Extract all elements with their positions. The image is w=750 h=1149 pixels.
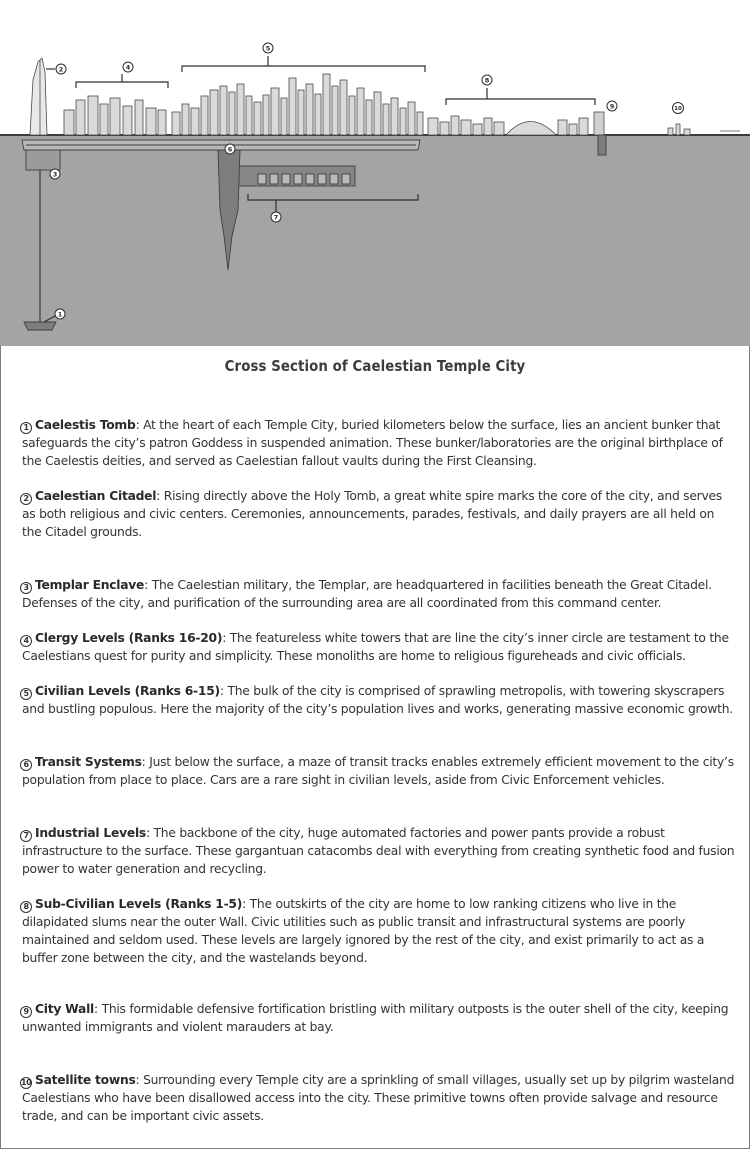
- entry-description: : The featureless white towers that are line the city’s inner circle are testament to the Caelestians quest for purity and simplicity. These monoliths are home to religious figureheads and civic officials.: [22, 631, 729, 663]
- callout-1: [55, 309, 65, 319]
- callout-10: [673, 103, 684, 114]
- entry-heading: Templar Enclave: [35, 578, 145, 592]
- entry-heading: Sub-Civilian Levels (Ranks 1-5): [35, 897, 243, 911]
- templar-enclave: [26, 150, 60, 170]
- entry-number-icon: 10: [21, 1078, 32, 1087]
- svg-text:3: 3: [52, 170, 58, 179]
- entry-description: : At the heart of each Temple City, buried kilometers below the surface, lies an ancient bunker that safeguards the city’s patron Goddess in suspended animation. These bunker/laboratories are the original birthplace of the Caelestis deities, and served as Caelestian fallout vaults during the First Cleansing.: [22, 418, 723, 468]
- callout-9: [607, 101, 617, 111]
- callout-8: [482, 75, 492, 85]
- callout-4: [123, 62, 133, 72]
- city-wall: [594, 112, 604, 135]
- legend-entry: [22, 682, 736, 718]
- entry-description: : This formidable defensive fortification bristling with military outposts is the outer shell of the city, keeping unwanted immigrants and violent marauders at bay.: [22, 1002, 729, 1034]
- legend-entry: [22, 629, 736, 665]
- legend-entry: [22, 824, 736, 878]
- legend-entry: [22, 895, 736, 967]
- legend-entry: [22, 753, 736, 789]
- entry-description: : The outskirts of the city are home to low ranking citizens who live in the dilapidated slums near the outer Wall. Civic utilities such as public transit and infrastructural systems are poorly maintained and seldom used. These levels are largely ignored by the rest of the city, and exist primarily to act as a buffer zone between the city, and the wastelands beyond.: [22, 897, 705, 965]
- entry-heading: City Wall: [35, 1002, 95, 1016]
- city-skyline: [30, 58, 740, 135]
- legend-entry: [22, 576, 736, 612]
- svg-text:8: 8: [484, 76, 490, 85]
- entry-heading: Transit Systems: [35, 755, 142, 769]
- entry-heading: Civilian Levels (Ranks 6-15): [35, 684, 220, 698]
- svg-text:5: 5: [265, 44, 271, 53]
- callout-3: [50, 169, 60, 179]
- entry-heading: Industrial Levels: [35, 826, 146, 840]
- entry-description: : Surrounding every Temple city are a sprinkling of small villages, usually set up by pilgrim wasteland Caelestians who have been disallowed access into the city. These primitive towns often provide salvage and resource trade, and can be important civic assets.: [22, 1073, 735, 1123]
- entry-number-icon: 4: [20, 635, 32, 647]
- entry-heading: Caelestian Citadel: [35, 489, 157, 503]
- legend-entry: [22, 416, 736, 470]
- underground-area: [0, 135, 750, 346]
- entry-description: : The backbone of the city, huge automated factories and power pants provide a robust infrastructure to the surface. These gargantuan catacombs deal with everything from creating synthetic food and fusion power to water generation and recycling.: [22, 826, 735, 876]
- entry-description: : The bulk of the city is comprised of sprawling metropolis, with towering skyscrapers and bustling populous. Here the majority of the city’s population lives and works, generating massive economic growth.: [22, 684, 733, 716]
- entry-number-icon: 2: [20, 493, 32, 505]
- legend-entry: [22, 487, 736, 541]
- entry-description: : Rising directly above the Holy Tomb, a great white spire marks the core of the city, and serves as both religious and civic centers. Ceremonies, announcements, parades, festivals, and daily prayers are all held on the Citadel grounds.: [22, 489, 722, 539]
- svg-text:9: 9: [609, 102, 615, 111]
- entry-number-icon: 3: [20, 582, 32, 594]
- callout-5: [263, 43, 273, 53]
- svg-text:7: 7: [273, 213, 279, 222]
- page-title: Cross Section of Caelestian Temple City: [224, 357, 526, 375]
- caelestis-tomb: [24, 322, 56, 330]
- svg-text:4: 4: [125, 63, 131, 72]
- svg-text:10: 10: [674, 106, 682, 113]
- svg-text:6: 6: [227, 145, 233, 154]
- callout-6: [225, 144, 235, 154]
- entry-number-icon: 1: [20, 422, 32, 434]
- legend-entry: [22, 1000, 736, 1036]
- entry-number-icon: 8: [20, 901, 32, 913]
- city-illustration: [0, 0, 750, 346]
- entry-heading: Caelestis Tomb: [35, 418, 136, 432]
- entry-number-icon: 5: [20, 688, 32, 700]
- callout-2: [56, 64, 66, 74]
- cross-section-diagram: [0, 0, 750, 346]
- legend-entry: [22, 1071, 736, 1125]
- entry-description: : Just below the surface, a maze of transit tracks enables extremely efficient movement to the city’s population from place to place. Cars are a rare sight in civilian levels, aside from Civic Enforcement vehicles.: [22, 755, 734, 787]
- entry-number-icon: 9: [20, 1006, 32, 1018]
- entry-description: : The Caelestian military, the Templar, are headquartered in facilities beneath the Great Citadel. Defenses of the city, and purification of the surrounding area are all coordinated from this command center.: [22, 578, 712, 610]
- entry-heading: Clergy Levels (Ranks 16-20): [35, 631, 223, 645]
- callout-7: [271, 212, 281, 222]
- entry-number-icon: 7: [20, 830, 32, 842]
- entry-heading: Satellite towns: [35, 1073, 136, 1087]
- entry-number-icon: 6: [20, 759, 32, 771]
- svg-text:2: 2: [58, 65, 64, 74]
- citadel-spire: [30, 58, 47, 135]
- svg-text:1: 1: [57, 310, 63, 319]
